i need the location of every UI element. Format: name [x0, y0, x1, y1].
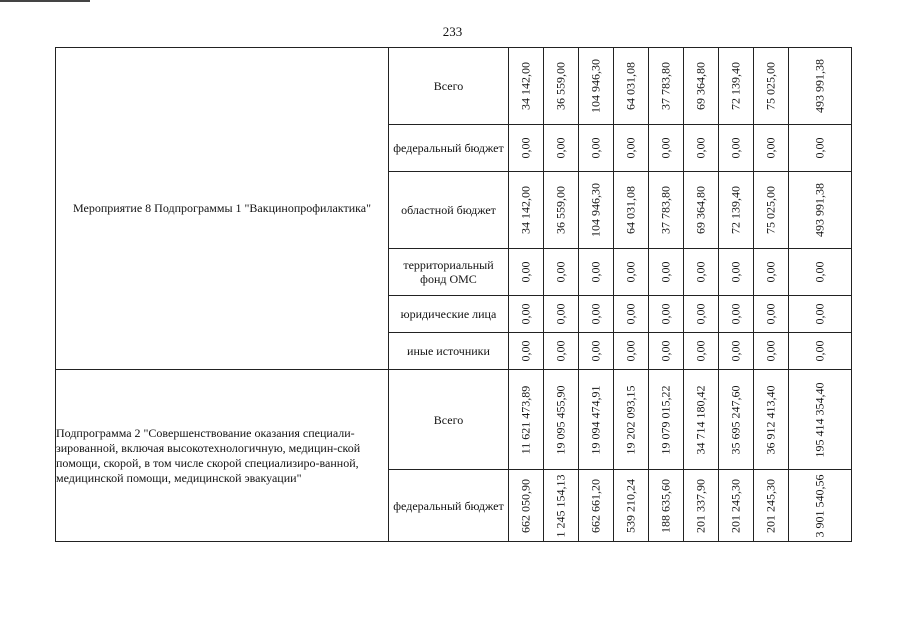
value-text: 0,00: [553, 261, 568, 283]
value-text: 0,00: [763, 303, 778, 325]
year-value-cell: [649, 125, 684, 172]
value-text: 0,00: [812, 303, 827, 325]
value-text: 0,00: [763, 137, 778, 159]
year-value-cell: [614, 249, 649, 296]
year-value-cell: [719, 296, 754, 333]
total-value-cell: [789, 249, 852, 296]
total-value-cell: [789, 125, 852, 172]
corner-rule: [0, 0, 90, 2]
funding-source-label: федеральный бюджет: [389, 470, 509, 542]
year-value-cell: [649, 370, 684, 470]
year-value-cell: [579, 296, 614, 333]
value-text: 188 635,60: [658, 478, 673, 533]
value-text: 0,00: [623, 137, 638, 159]
year-value-cell: [509, 48, 544, 125]
value-text: 72 139,40: [728, 186, 743, 234]
value-text: 35 695 247,60: [728, 385, 743, 454]
value-text: 0,00: [623, 303, 638, 325]
year-value-cell: [684, 48, 719, 125]
value-text: 0,00: [812, 137, 827, 159]
total-value-cell: [789, 172, 852, 249]
table-row: [56, 48, 852, 125]
value-text: 662 661,20: [588, 478, 603, 533]
year-value-cell: [579, 370, 614, 470]
value-text: 0,00: [518, 137, 533, 159]
value-text: 201 245,30: [763, 478, 778, 533]
year-value-cell: [544, 296, 579, 333]
year-value-cell: [614, 48, 649, 125]
year-value-cell: [579, 172, 614, 249]
value-text: 36 559,00: [553, 186, 568, 234]
year-value-cell: [649, 48, 684, 125]
value-text: 75 025,00: [763, 186, 778, 234]
year-value-cell: [719, 333, 754, 370]
value-text: 69 364,80: [693, 186, 708, 234]
year-value-cell: [649, 172, 684, 249]
year-value-cell: [579, 249, 614, 296]
value-text: 539 210,24: [623, 478, 638, 533]
value-text: 0,00: [518, 340, 533, 362]
year-value-cell: [614, 470, 649, 542]
value-text: 0,00: [693, 303, 708, 325]
value-text: 0,00: [728, 261, 743, 283]
value-text: 0,00: [658, 340, 673, 362]
year-value-cell: [579, 333, 614, 370]
value-text: 34 714 180,42: [693, 385, 708, 454]
year-value-cell: [684, 333, 719, 370]
year-value-cell: [614, 333, 649, 370]
value-text: 493 991,38: [812, 183, 827, 237]
year-value-cell: [614, 370, 649, 470]
year-value-cell: [684, 172, 719, 249]
value-text: 37 783,80: [658, 62, 673, 110]
year-value-cell: [544, 172, 579, 249]
year-value-cell: [684, 470, 719, 542]
value-text: 0,00: [658, 261, 673, 283]
value-text: 19 079 015,22: [658, 385, 673, 454]
total-value-cell: [789, 333, 852, 370]
value-text: 0,00: [728, 137, 743, 159]
year-value-cell: [509, 172, 544, 249]
year-value-cell: [509, 333, 544, 370]
total-value-cell: [789, 370, 852, 470]
value-text: 662 050,90: [518, 478, 533, 533]
year-value-cell: [754, 333, 789, 370]
value-text: 72 139,40: [728, 62, 743, 110]
year-value-cell: [719, 470, 754, 542]
year-value-cell: [509, 470, 544, 542]
value-text: 36 559,00: [553, 62, 568, 110]
value-text: 0,00: [623, 340, 638, 362]
total-value-cell: [789, 296, 852, 333]
value-text: 19 094 474,91: [588, 385, 603, 454]
year-value-cell: [719, 48, 754, 125]
value-text: 0,00: [728, 303, 743, 325]
page-number: 233: [442, 24, 463, 39]
value-text: 75 025,00: [763, 62, 778, 110]
funding-source-label: иные источники: [389, 333, 509, 370]
value-text: 0,00: [763, 261, 778, 283]
value-text: 0,00: [518, 261, 533, 283]
year-value-cell: [684, 249, 719, 296]
year-value-cell: [614, 172, 649, 249]
value-text: 104 946,30: [588, 59, 603, 113]
value-text: 69 364,80: [693, 62, 708, 110]
value-text: 0,00: [658, 303, 673, 325]
table-row: [56, 370, 852, 470]
value-text: 0,00: [658, 137, 673, 159]
year-value-cell: [719, 125, 754, 172]
value-text: 34 142,00: [518, 62, 533, 110]
year-value-cell: [614, 125, 649, 172]
program-title: Мероприятие 8 Подпрограммы 1 "Вакцинопрофилактика": [56, 48, 389, 370]
value-text: 0,00: [553, 137, 568, 159]
funding-source-label: территориальный фонд ОМС: [389, 249, 509, 296]
funding-source-label: федеральный бюджет: [389, 125, 509, 172]
year-value-cell: [544, 470, 579, 542]
year-value-cell: [509, 370, 544, 470]
funding-source-label: Всего: [389, 48, 509, 125]
funding-source-label: Всего: [389, 370, 509, 470]
value-text: 0,00: [518, 303, 533, 325]
value-text: 34 142,00: [518, 186, 533, 234]
year-value-cell: [579, 48, 614, 125]
year-value-cell: [614, 296, 649, 333]
value-text: 0,00: [728, 340, 743, 362]
value-text: 11 621 473,89: [518, 385, 533, 454]
year-value-cell: [649, 296, 684, 333]
year-value-cell: [649, 470, 684, 542]
year-value-cell: [684, 370, 719, 470]
year-value-cell: [754, 172, 789, 249]
value-text: 0,00: [763, 340, 778, 362]
year-value-cell: [754, 125, 789, 172]
total-value-cell: [789, 470, 852, 542]
value-text: 195 414 354,40: [812, 382, 827, 457]
value-text: 0,00: [553, 303, 568, 325]
year-value-cell: [579, 125, 614, 172]
year-value-cell: [754, 48, 789, 125]
value-text: 201 337,90: [693, 478, 708, 533]
year-value-cell: [544, 125, 579, 172]
value-text: 0,00: [812, 340, 827, 362]
value-text: 0,00: [812, 261, 827, 283]
year-value-cell: [719, 370, 754, 470]
year-value-cell: [754, 249, 789, 296]
value-text: 64 031,08: [623, 186, 638, 234]
year-value-cell: [684, 296, 719, 333]
year-value-cell: [544, 333, 579, 370]
value-text: 0,00: [693, 137, 708, 159]
value-text: 0,00: [553, 340, 568, 362]
funding-source-label: областной бюджет: [389, 172, 509, 249]
value-text: 104 946,30: [588, 183, 603, 237]
year-value-cell: [649, 249, 684, 296]
program-title: Подпрограмма 2 "Совершенствование оказания специали-зированной, включая высокотехнологичную, медицин-ской помощи, скорой, в том числе скорой специализиро-ванной, медицинской помощи, медицинской эвакуации": [56, 370, 389, 542]
year-value-cell: [509, 249, 544, 296]
value-text: 19 202 093,15: [623, 385, 638, 454]
year-value-cell: [579, 470, 614, 542]
year-value-cell: [754, 296, 789, 333]
year-value-cell: [509, 125, 544, 172]
year-value-cell: [649, 333, 684, 370]
value-text: 3 901 540,56: [812, 474, 827, 537]
value-text: 37 783,80: [658, 186, 673, 234]
value-text: 201 245,30: [728, 478, 743, 533]
value-text: 0,00: [588, 137, 603, 159]
value-text: 493 991,38: [812, 59, 827, 113]
value-text: 0,00: [588, 303, 603, 325]
year-value-cell: [754, 470, 789, 542]
total-value-cell: [789, 48, 852, 125]
year-value-cell: [684, 125, 719, 172]
value-text: 0,00: [588, 340, 603, 362]
funding-source-label: юридические лица: [389, 296, 509, 333]
value-text: 0,00: [588, 261, 603, 283]
value-text: 19 095 455,90: [553, 385, 568, 454]
year-value-cell: [544, 48, 579, 125]
year-value-cell: [544, 370, 579, 470]
value-text: 1 245 154,13: [553, 474, 568, 537]
year-value-cell: [509, 296, 544, 333]
value-text: 0,00: [623, 261, 638, 283]
value-text: 64 031,08: [623, 62, 638, 110]
budget-table: [55, 47, 852, 542]
value-text: 0,00: [693, 261, 708, 283]
year-value-cell: [754, 370, 789, 470]
year-value-cell: [719, 172, 754, 249]
year-value-cell: [719, 249, 754, 296]
value-text: 0,00: [693, 340, 708, 362]
year-value-cell: [544, 249, 579, 296]
value-text: 36 912 413,40: [763, 385, 778, 454]
